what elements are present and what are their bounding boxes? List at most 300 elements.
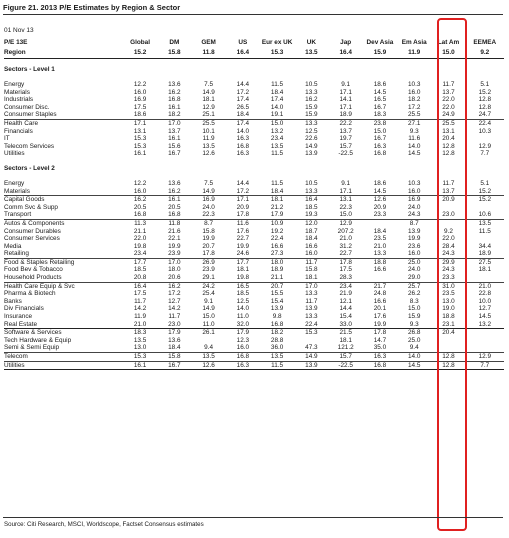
value-cell: 16.9 [407,196,421,204]
value-cell [466,329,504,337]
value-cell: 18.2 [157,111,191,119]
value-cell [466,337,504,345]
value-cell: 22.2 [339,119,352,127]
value-cell: 15.9 [305,103,318,111]
value-cell: 10.3 [407,179,421,187]
value-cell: 10.1 [202,127,215,135]
value-cell: 17.2 [236,88,250,96]
row-label: Health Care Equip & Svc [4,282,75,290]
value-cell: 23.8 [373,119,387,127]
value-cell: 16.4 [305,196,318,204]
value-cell: 11.6 [236,219,249,227]
value-cell: 14.1 [339,96,352,104]
value-cell: 13.1 [442,127,455,135]
value-cell: 34.4 [478,242,492,250]
col-header: UK [306,39,317,46]
value-cell: 14.9 [305,142,318,150]
value-cell: 11.5 [271,150,284,158]
value-cell: 12.8 [478,96,492,104]
value-cell: 47.3 [294,344,328,352]
value-cell: 16.9 [133,96,147,104]
value-cell [466,204,504,212]
value-cell: 16.6 [373,266,387,274]
table-row [4,143,504,151]
value-cell: 16.0 [407,88,421,96]
value-cell: 13.3 [305,88,318,96]
value-cell: 18.5 [133,266,147,274]
value-cell: 9.3 [409,127,419,135]
value-cell: 18.6 [373,179,387,187]
value-cell: 16.3 [363,353,397,362]
value-cell: 17.6 [236,227,250,235]
value-cell: 19.9 [202,235,215,243]
value-cell: 16.1 [123,361,157,370]
value-cell: 11.7 [442,179,455,187]
value-cell: 17.2 [407,103,421,111]
value-cell: 19.3 [294,211,328,219]
value-cell: 17.0 [168,258,181,266]
value-cell: 28.4 [442,242,455,250]
col-header: Em Asia [401,39,427,46]
table-row [4,282,504,290]
value-cell: 26.1 [202,329,215,337]
row-label: Utilities [4,361,123,370]
value-cell: 23.4 [123,250,157,258]
value-cell: 11.0 [236,313,249,321]
value-cell: 20.8 [123,274,157,282]
value-cell: 5.1 [480,81,490,88]
value-cell: 16.6 [305,242,318,250]
value-cell [466,274,504,282]
value-cell: 21.9 [339,290,352,298]
value-cell: 17.9 [260,211,294,219]
value-cell: 23.3 [363,211,397,219]
value-cell: 15.3 [260,48,294,59]
table-row [4,361,504,370]
value-cell: 18.1 [294,274,328,282]
value-cell: 20.6 [157,274,191,282]
value-cell: 21.6 [168,227,181,235]
value-cell: 17.1 [236,196,250,204]
table-row [4,89,504,97]
value-cell: 13.6 [168,179,181,187]
value-cell: 21.2 [270,203,284,211]
value-cell: 17.2 [168,290,181,298]
value-cell: 16.5 [236,282,250,290]
value-cell: 11.5 [478,227,491,235]
row-label: Real Estate [4,321,123,329]
value-cell: 12.8 [442,150,455,158]
table-row [4,353,504,362]
value-cell: 13.7 [442,88,455,96]
table-row [4,290,504,298]
value-cell: 121.2 [329,344,363,352]
table-row [4,337,504,345]
value-cell: 12.9 [202,103,215,111]
row-label: Telecom [4,353,123,362]
value-cell: 16.2 [168,282,181,290]
table-row [4,150,504,158]
value-cell: 15.3 [123,353,157,362]
date-label: 01 Nov 13 [4,27,34,34]
value-cell: 14.9 [294,353,328,362]
value-cell: 24.8 [373,290,387,298]
value-cell: 13.9 [294,361,328,370]
value-cell: 27.1 [407,119,421,127]
header-row [4,37,504,48]
value-cell: 21.0 [123,321,157,329]
row-label: Energy [4,81,25,88]
row-label: Utilities [4,150,25,158]
value-cell: 18.1 [202,96,215,104]
value-cell: 21.1 [260,274,294,282]
table-row [4,344,504,352]
value-cell: 22.7 [236,235,250,243]
value-cell: 14.5 [373,88,387,96]
col-header: Eur ex UK [261,39,293,46]
value-cell: 18.8 [373,258,387,266]
value-cell: 19.8 [226,274,260,282]
value-cell: 23.9 [157,250,191,258]
row-label: Telecom Services [4,142,55,150]
value-cell: 20.9 [442,196,455,204]
value-cell: 11.7 [442,81,455,88]
value-cell: 23.4 [339,282,352,290]
col-header: DM [169,39,180,46]
value-cell: 15.2 [478,196,492,204]
value-cell: 23.1 [431,321,465,329]
value-cell: 15.0 [407,305,421,313]
value-cell: 17.1 [329,188,363,196]
value-cell: 9.2 [444,227,453,235]
value-cell: 25.5 [442,119,455,127]
value-cell [466,344,504,352]
row-label: Consumer Disc. [4,103,50,111]
value-cell: 16.8 [373,150,387,158]
value-cell: 10.9 [270,219,284,227]
value-cell: 13.7 [339,127,352,135]
value-cell: 9.1 [341,179,351,187]
row-label: Retailing [4,250,123,258]
col-header: EEMEA [473,39,497,46]
value-cell: 26.5 [236,103,250,111]
section-heading: Sectors - Level 1 [4,66,55,73]
value-cell: 11.7 [305,297,318,305]
value-cell: 18.1 [478,266,492,274]
value-cell: 14.5 [397,361,431,370]
value-cell: 15.9 [363,48,397,59]
value-cell: 22.3 [339,203,352,211]
value-cell: 11.0 [191,321,225,329]
value-cell: 15.6 [168,142,181,150]
col-header: US [238,39,248,46]
value-cell: 13.5 [191,353,225,362]
value-cell: 13.5 [133,336,147,344]
value-cell: 14.0 [236,127,250,135]
value-cell: 15.3 [305,329,318,337]
value-cell: 16.4 [133,282,147,290]
row-label: Food & Staples Retailing [4,258,75,266]
value-cell [363,274,397,282]
value-cell: 22.0 [442,103,455,111]
value-cell: 13.3 [305,290,318,298]
value-cell: 24.0 [407,266,421,274]
value-cell: 9.2 [466,48,504,59]
value-cell: 15.0 [431,48,465,59]
value-cell: 17.0 [305,282,318,290]
table-row [4,81,504,89]
value-cell: 23.5 [442,290,455,298]
value-cell: 25.1 [191,111,225,119]
value-cell: 13.5 [294,48,328,59]
row-label: Autos & Components [4,219,65,227]
value-cell: 17.1 [339,88,352,96]
source-note: Source: Citi Research, MSCI, Worldscope, Factset Consensus estimates [4,521,204,528]
value-cell: 15.7 [329,353,363,362]
value-cell: 18.2 [270,329,284,337]
value-cell: 16.6 [270,242,284,250]
row-label: Household Products [4,274,123,282]
value-cell: 16.7 [157,361,191,370]
value-cell: 17.5 [339,266,352,274]
value-cell: 17.4 [236,119,250,127]
value-cell: 16.7 [373,135,387,143]
value-cell: 9.3 [397,321,431,329]
value-cell: 17.4 [270,96,284,104]
row-label: Materials [4,88,30,96]
value-cell: 20.7 [270,282,284,290]
value-cell: 12.9 [478,142,492,150]
value-cell: 15.7 [339,142,352,150]
value-cell: 14.0 [270,103,284,111]
value-cell: 19.1 [260,111,294,119]
value-cell: 11.3 [134,219,147,227]
value-cell: 31.0 [442,282,455,290]
value-cell: 16.2 [305,96,318,104]
value-cell: 15.4 [339,313,352,321]
value-cell: 20.9 [373,203,387,211]
value-cell: 16.3 [373,142,387,150]
value-cell: 14.2 [168,305,181,313]
value-cell [431,337,465,345]
value-cell: 12.8 [431,361,465,370]
value-cell: 16.1 [133,150,147,158]
value-cell: 16.3 [226,361,260,370]
value-cell: 29.1 [191,274,225,282]
table-row [4,313,504,321]
value-cell: 18.2 [407,96,421,104]
value-cell: 18.4 [157,344,191,352]
value-cell: 18.1 [339,336,352,344]
value-cell: 18.0 [270,258,284,266]
value-cell: 18.1 [270,196,284,204]
value-cell: 10.3 [407,81,421,88]
col-header: GEM [201,39,216,46]
value-cell: 29.0 [397,274,431,282]
table-row [4,188,504,196]
value-cell: 15.8 [305,266,318,274]
value-cell: 24.0 [202,203,215,211]
value-cell: 12.6 [202,150,215,158]
value-cell: 13.9 [305,150,318,158]
value-cell: 22.3 [191,211,225,219]
value-cell: 16.2 [157,188,191,196]
value-cell: 18.6 [123,111,157,119]
row-label: IT [4,135,10,143]
value-cell: 18.3 [363,111,397,119]
value-cell: 15.3 [133,135,147,143]
row-label: Comm Svc & Supp [4,203,58,211]
value-cell: 14.4 [236,81,250,88]
row-label: Energy [4,179,25,187]
value-cell: 36.0 [260,344,294,352]
value-cell: 13.0 [123,344,157,352]
value-cell: 11.5 [271,81,284,88]
value-cell: 23.4 [270,135,284,143]
value-cell: 16.4 [226,48,260,59]
value-cell: 13.7 [168,127,181,135]
value-cell: 14.9 [202,88,215,96]
value-cell: 19.7 [339,135,352,143]
value-cell: 15.3 [133,142,147,150]
table-row [4,228,504,236]
value-cell: 15.2 [478,88,492,96]
value-cell: 16.0 [123,188,157,196]
value-cell: 16.0 [133,88,147,96]
value-cell: 13.5 [202,142,215,150]
value-cell: 11.7 [305,258,318,266]
value-cell: 24.6 [226,250,260,258]
value-cell: 28.8 [270,336,284,344]
value-cell [431,344,465,352]
table-row [4,211,504,219]
value-cell: 32.0 [226,321,260,329]
value-cell: 21.0 [373,242,387,250]
value-cell: 16.0 [226,344,260,352]
value-cell [294,337,328,345]
value-cell: 15.2 [466,188,504,196]
value-cell: 13.5 [478,219,492,227]
value-cell: 17.5 [133,103,147,111]
row-label: Transport [4,211,123,219]
section-heading-row [4,59,504,82]
value-cell: 25.4 [202,290,215,298]
value-cell: 14.0 [407,142,421,150]
value-cell: 17.2 [226,188,260,196]
table-row [4,119,504,127]
value-cell: 16.1 [168,103,181,111]
value-cell: 16.8 [226,353,260,362]
value-cell: 7.5 [204,81,214,88]
row-label: Food Bev & Tobacco [4,266,63,274]
value-cell: 13.9 [407,227,421,235]
table-row [4,321,504,329]
value-cell: 24.7 [466,111,504,119]
value-cell: 20.7 [202,242,215,250]
value-cell: 17.4 [236,96,250,104]
value-cell: 15.8 [157,353,191,362]
value-cell: 7.5 [204,179,214,187]
value-cell: 11.9 [134,313,147,321]
value-cell: 24.9 [431,111,465,119]
value-cell: 12.8 [478,103,492,111]
value-cell: 13.6 [168,81,181,88]
table-row [4,274,504,282]
value-cell: 12.7 [478,305,492,313]
value-cell: 13.1 [133,127,147,135]
value-cell: 24.2 [202,282,215,290]
value-cell [466,135,504,143]
value-cell: 17.1 [339,103,352,111]
value-cell: 13.3 [305,119,318,127]
value-cell: 11.6 [408,135,421,143]
value-cell: 18.1 [236,266,250,274]
value-cell: 21.7 [373,282,387,290]
value-cell [431,219,465,227]
value-cell: 9.4 [397,344,431,352]
table-row [4,180,504,188]
value-cell: 12.9 [466,353,504,362]
value-cell: 26.2 [407,290,421,298]
value-cell: 11.5 [260,361,294,370]
value-cell: 20.4 [442,135,455,143]
value-cell: 15.0 [270,119,284,127]
value-cell: 14.9 [202,305,215,313]
value-cell: 7.7 [466,361,504,370]
value-cell: 20.5 [168,203,181,211]
value-cell: 16.0 [397,250,431,258]
value-cell: 16.2 [168,88,181,96]
value-cell: 23.5 [373,235,387,243]
value-cell: 19.0 [442,305,455,313]
value-cell: 13.0 [442,297,455,305]
value-cell [431,204,465,212]
value-cell: 16.9 [202,196,215,204]
value-cell: 16.8 [363,361,397,370]
row-label: Consumer Durables [4,227,61,235]
value-cell: 25.0 [407,336,421,344]
value-cell: 23.6 [407,242,421,250]
value-cell: 14.7 [373,336,387,344]
value-cell: 29.9 [442,258,455,266]
value-cell: 12.8 [431,353,465,362]
value-cell: 11.7 [134,297,147,305]
value-cell: 11.7 [168,313,181,321]
table-row [4,128,504,136]
row-label: Semi & Semi Equip [4,344,123,352]
value-cell: 21.5 [339,329,352,337]
value-cell: 16.8 [168,96,181,104]
value-cell: 21.0 [478,282,492,290]
value-cell: 18.9 [270,266,284,274]
value-cell: 18.6 [373,81,387,88]
table-row [4,204,504,212]
value-cell: 9.1 [341,81,351,88]
value-cell: 9.4 [191,344,225,352]
row-label: Pharma & Biotech [4,290,56,298]
value-cell: 8.7 [409,219,419,227]
value-cell: 24.3 [431,250,465,258]
table-row [4,196,504,204]
value-cell: 17.5 [133,290,147,298]
value-cell: 11.5 [271,179,284,187]
value-cell: 17.7 [133,258,147,266]
value-cell: 18.9 [329,111,363,119]
col-header: Dev Asia [366,39,394,46]
row-label: Software & Services [4,329,62,337]
value-cell: 18.9 [466,250,504,258]
value-cell: 35.0 [363,344,397,352]
